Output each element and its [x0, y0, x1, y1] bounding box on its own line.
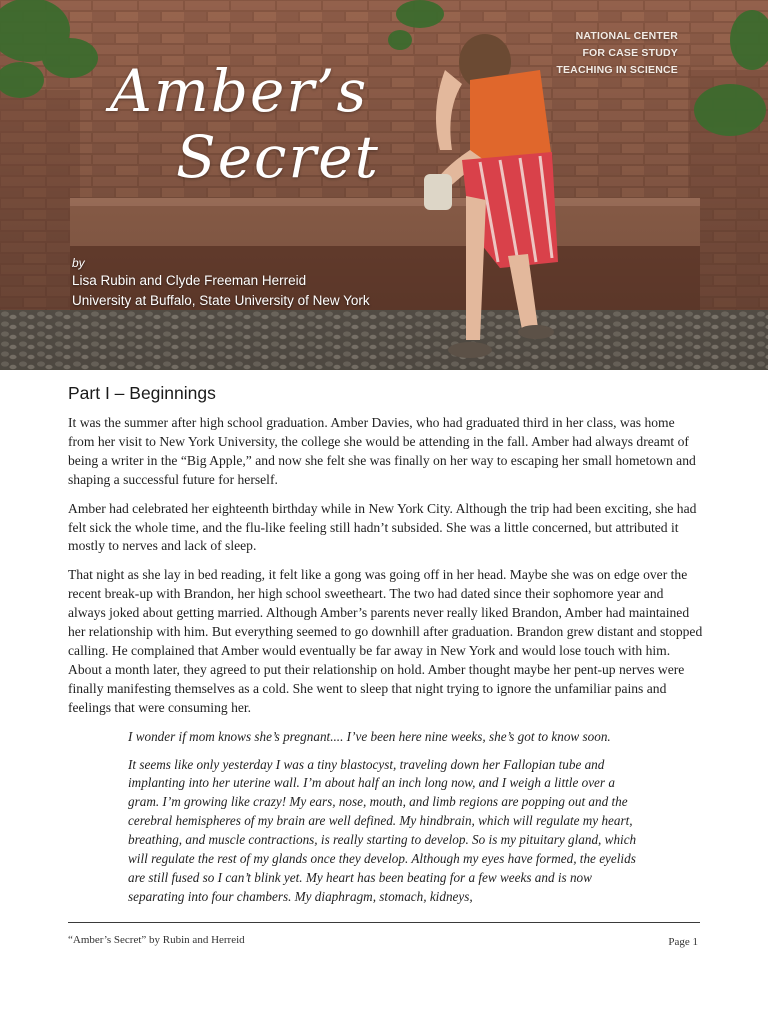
paragraph: Amber had celebrated her eighteenth birthday while in New York City. Although the trip had been exciting, she had felt sick the whole time, and the flu-like feeling still hadn’t subsided. She was a little concerned, but attributed it mostly to nerves and lack of sleep.: [68, 500, 697, 554]
title-line-1: Amber’s: [110, 57, 369, 125]
fetus-monologue: [128, 728, 648, 907]
monologue-paragraph: I wonder if mom knows she’s pregnant.... I’ve been here nine weeks, she’s got to know soon.: [128, 728, 611, 744]
section-heading: Part I – Beginnings: [68, 383, 216, 403]
title-line-2: Secret: [176, 123, 380, 191]
byline: [72, 255, 370, 311]
by-label: by: [72, 256, 85, 270]
document-title: [110, 58, 380, 190]
publisher-line: FOR CASE STUDY: [582, 47, 678, 59]
article-body: [68, 380, 704, 916]
footer-divider: [68, 922, 700, 923]
paragraph: That night as she lay in bed reading, it felt like a gong was going off in her head. Maybe she was on edge over the recent break-up with Brandon, her high school sweetheart. The two had dated since their sophomore year and always joked about getting married. Although Amber’s parents never really liked Brandon, Amber had maintained her relationship with him. But everything seemed to go downhill after graduation. Brandon grew distant and stopped calling. He complained that Amber would eventually be far away in New York and would lose touch with him. About a month later, they agreed to put their relationship on hold. Amber thought maybe her pent-up nerves were finally manifesting themselves as a cold. She went to sleep that night trying to ignore the unfamiliar pains and feelings that were consuming her.: [68, 567, 703, 715]
publisher-line: TEACHING IN SCIENCE: [556, 64, 678, 76]
affiliation: University at Buffalo, State University of New York: [72, 293, 370, 308]
cover-photo: [0, 0, 768, 370]
footer-citation: “Amber’s Secret” by Rubin and Herreid: [68, 934, 245, 946]
publisher-logo: [556, 28, 678, 79]
publisher-line: NATIONAL CENTER: [575, 30, 678, 42]
page-number: Page 1: [668, 936, 698, 948]
paragraph: It was the summer after high school graduation. Amber Davies, who had graduated third in her class, was home from her visit to New York University, the college she would be attending in the fall. Amber had always dreamt of being a writer in the “Big Apple,” and now she felt she was finally on her way to escaping her small hometown and shaping a successful future for herself.: [68, 415, 696, 487]
monologue-paragraph: It seems like only yesterday I was a tiny blastocyst, traveling down her Fallopian tube and implanting into her uterine wall. I’m about half an inch long now, and I weigh a little over a gram. I’m growing like crazy! My ears, nose, mouth, and limb regions are popping out and the cerebral hemispheres of my brain are well defined. My hindbrain, which will regulate my heart, breathing, and muscle contractions, is really starting to develop. So is my pituitary gland, which will regulate the rest of my glands once they develop. Although my eyes have formed, the eyelids are still fused so I can’t blink yet. My heart has been beating for a few weeks and is now separating into four chambers. My diaphragm, stomach, kidneys,: [128, 756, 637, 904]
authors: Lisa Rubin and Clyde Freeman Herreid: [72, 273, 307, 288]
